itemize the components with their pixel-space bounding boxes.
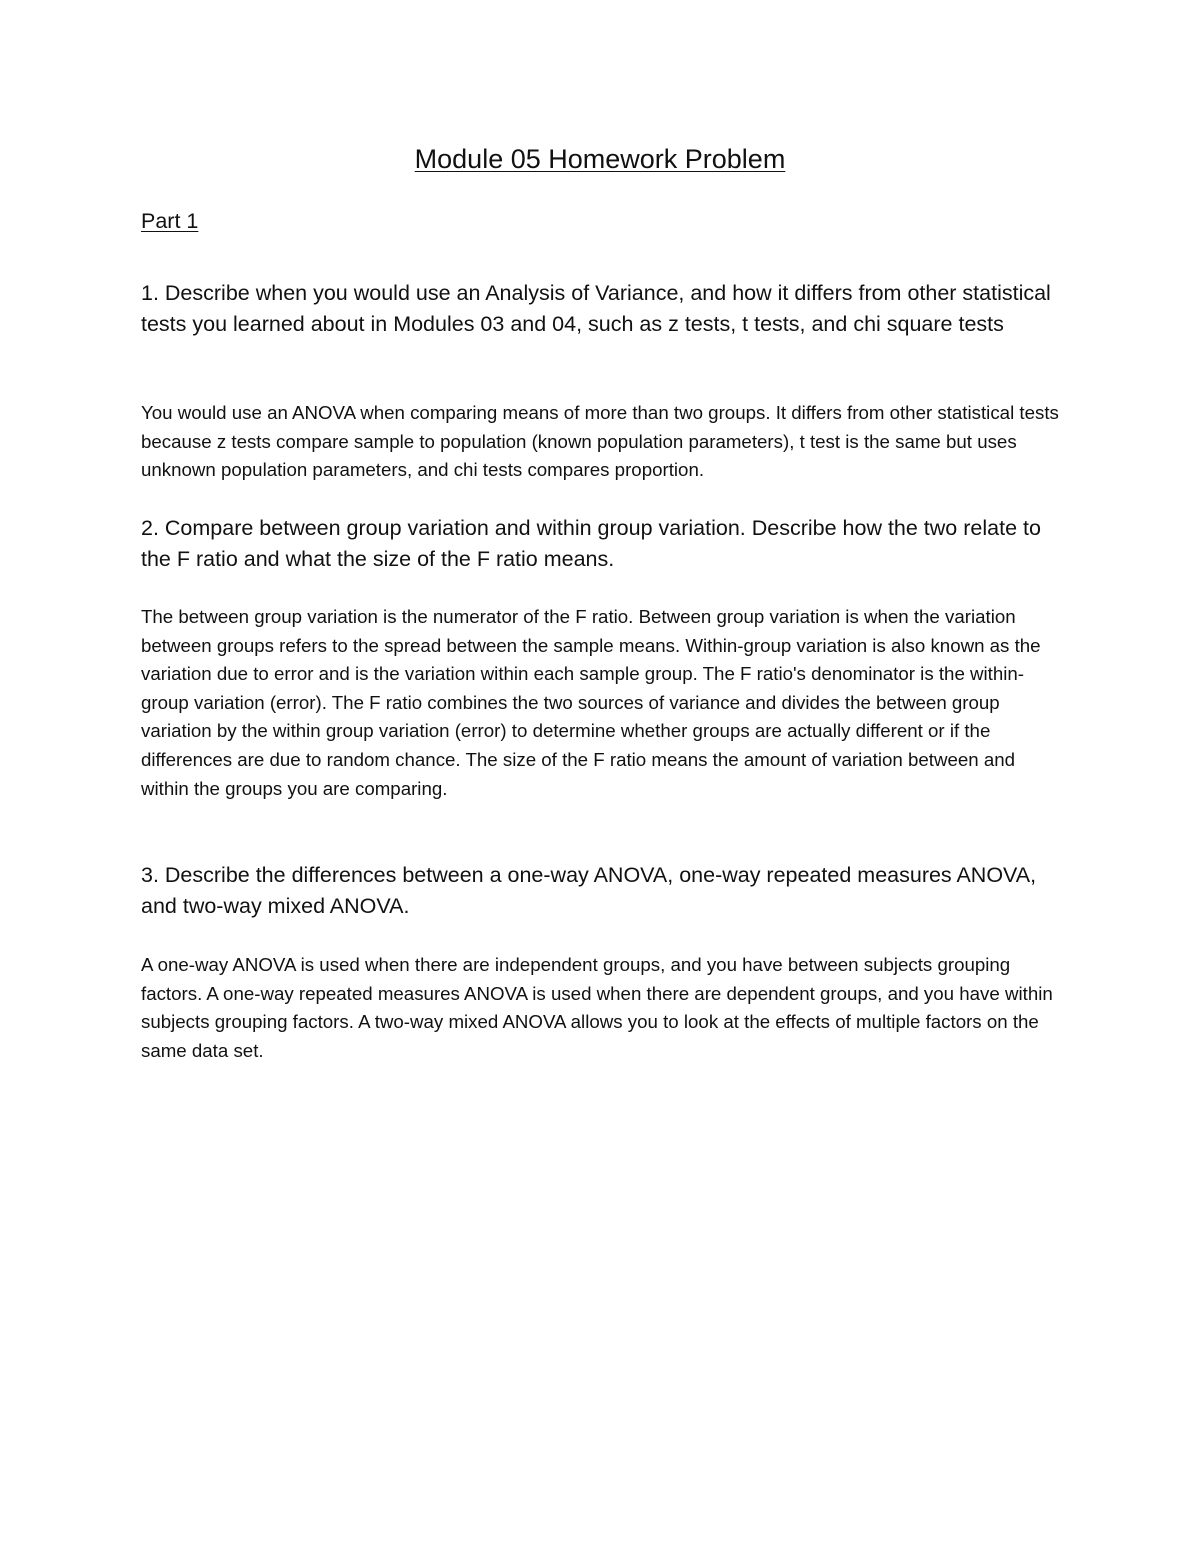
- document-title: Module 05 Homework Problem: [414, 144, 786, 174]
- question-2: 2. Compare between group variation and within group variation. Describe how the two relate to the F ratio and what the size of the F ratio means.: [141, 516, 1041, 571]
- question-1: 1. Describe when you would use an Analysis of Variance, and how it differs from other statistical tests you learned about in Modules 03 and 04, such as z tests, t tests, and chi square tests: [141, 281, 1051, 336]
- answer-3: A one-way ANOVA is used when there are independent groups, and you have between subjects grouping factors. A one-way repeated measures ANOVA is used when there are dependent groups, and you have within subjects grouping factors. A two-way mixed ANOVA allows you to look at the effects of multiple factors on the same data set.: [141, 954, 1053, 1061]
- answer-2: The between group variation is the numerator of the F ratio. Between group variation is when the variation between groups refers to the spread between the sample means. Within-group variation is also known as the variation due to error and is the variation within each sample group. The F ratio's denominator is the within-group variation (error). The F ratio combines the two sources of variance and divides the between group variation by the within group variation (error) to determine whether groups are actually different or if the differences are due to random chance. The size of the F ratio means the amount of variation between and within the groups you are comparing.: [141, 606, 1041, 799]
- question-3: 3. Describe the differences between a one-way ANOVA, one-way repeated measures ANOVA, and two-way mixed ANOVA.: [141, 863, 1037, 918]
- answer-1: You would use an ANOVA when comparing means of more than two groups. It differs from other statistical tests because z tests compare sample to population (known population parameters), t test is the same but uses unknown population parameters, and chi tests compares proportion.: [141, 402, 1059, 481]
- part-heading: Part 1: [141, 209, 199, 233]
